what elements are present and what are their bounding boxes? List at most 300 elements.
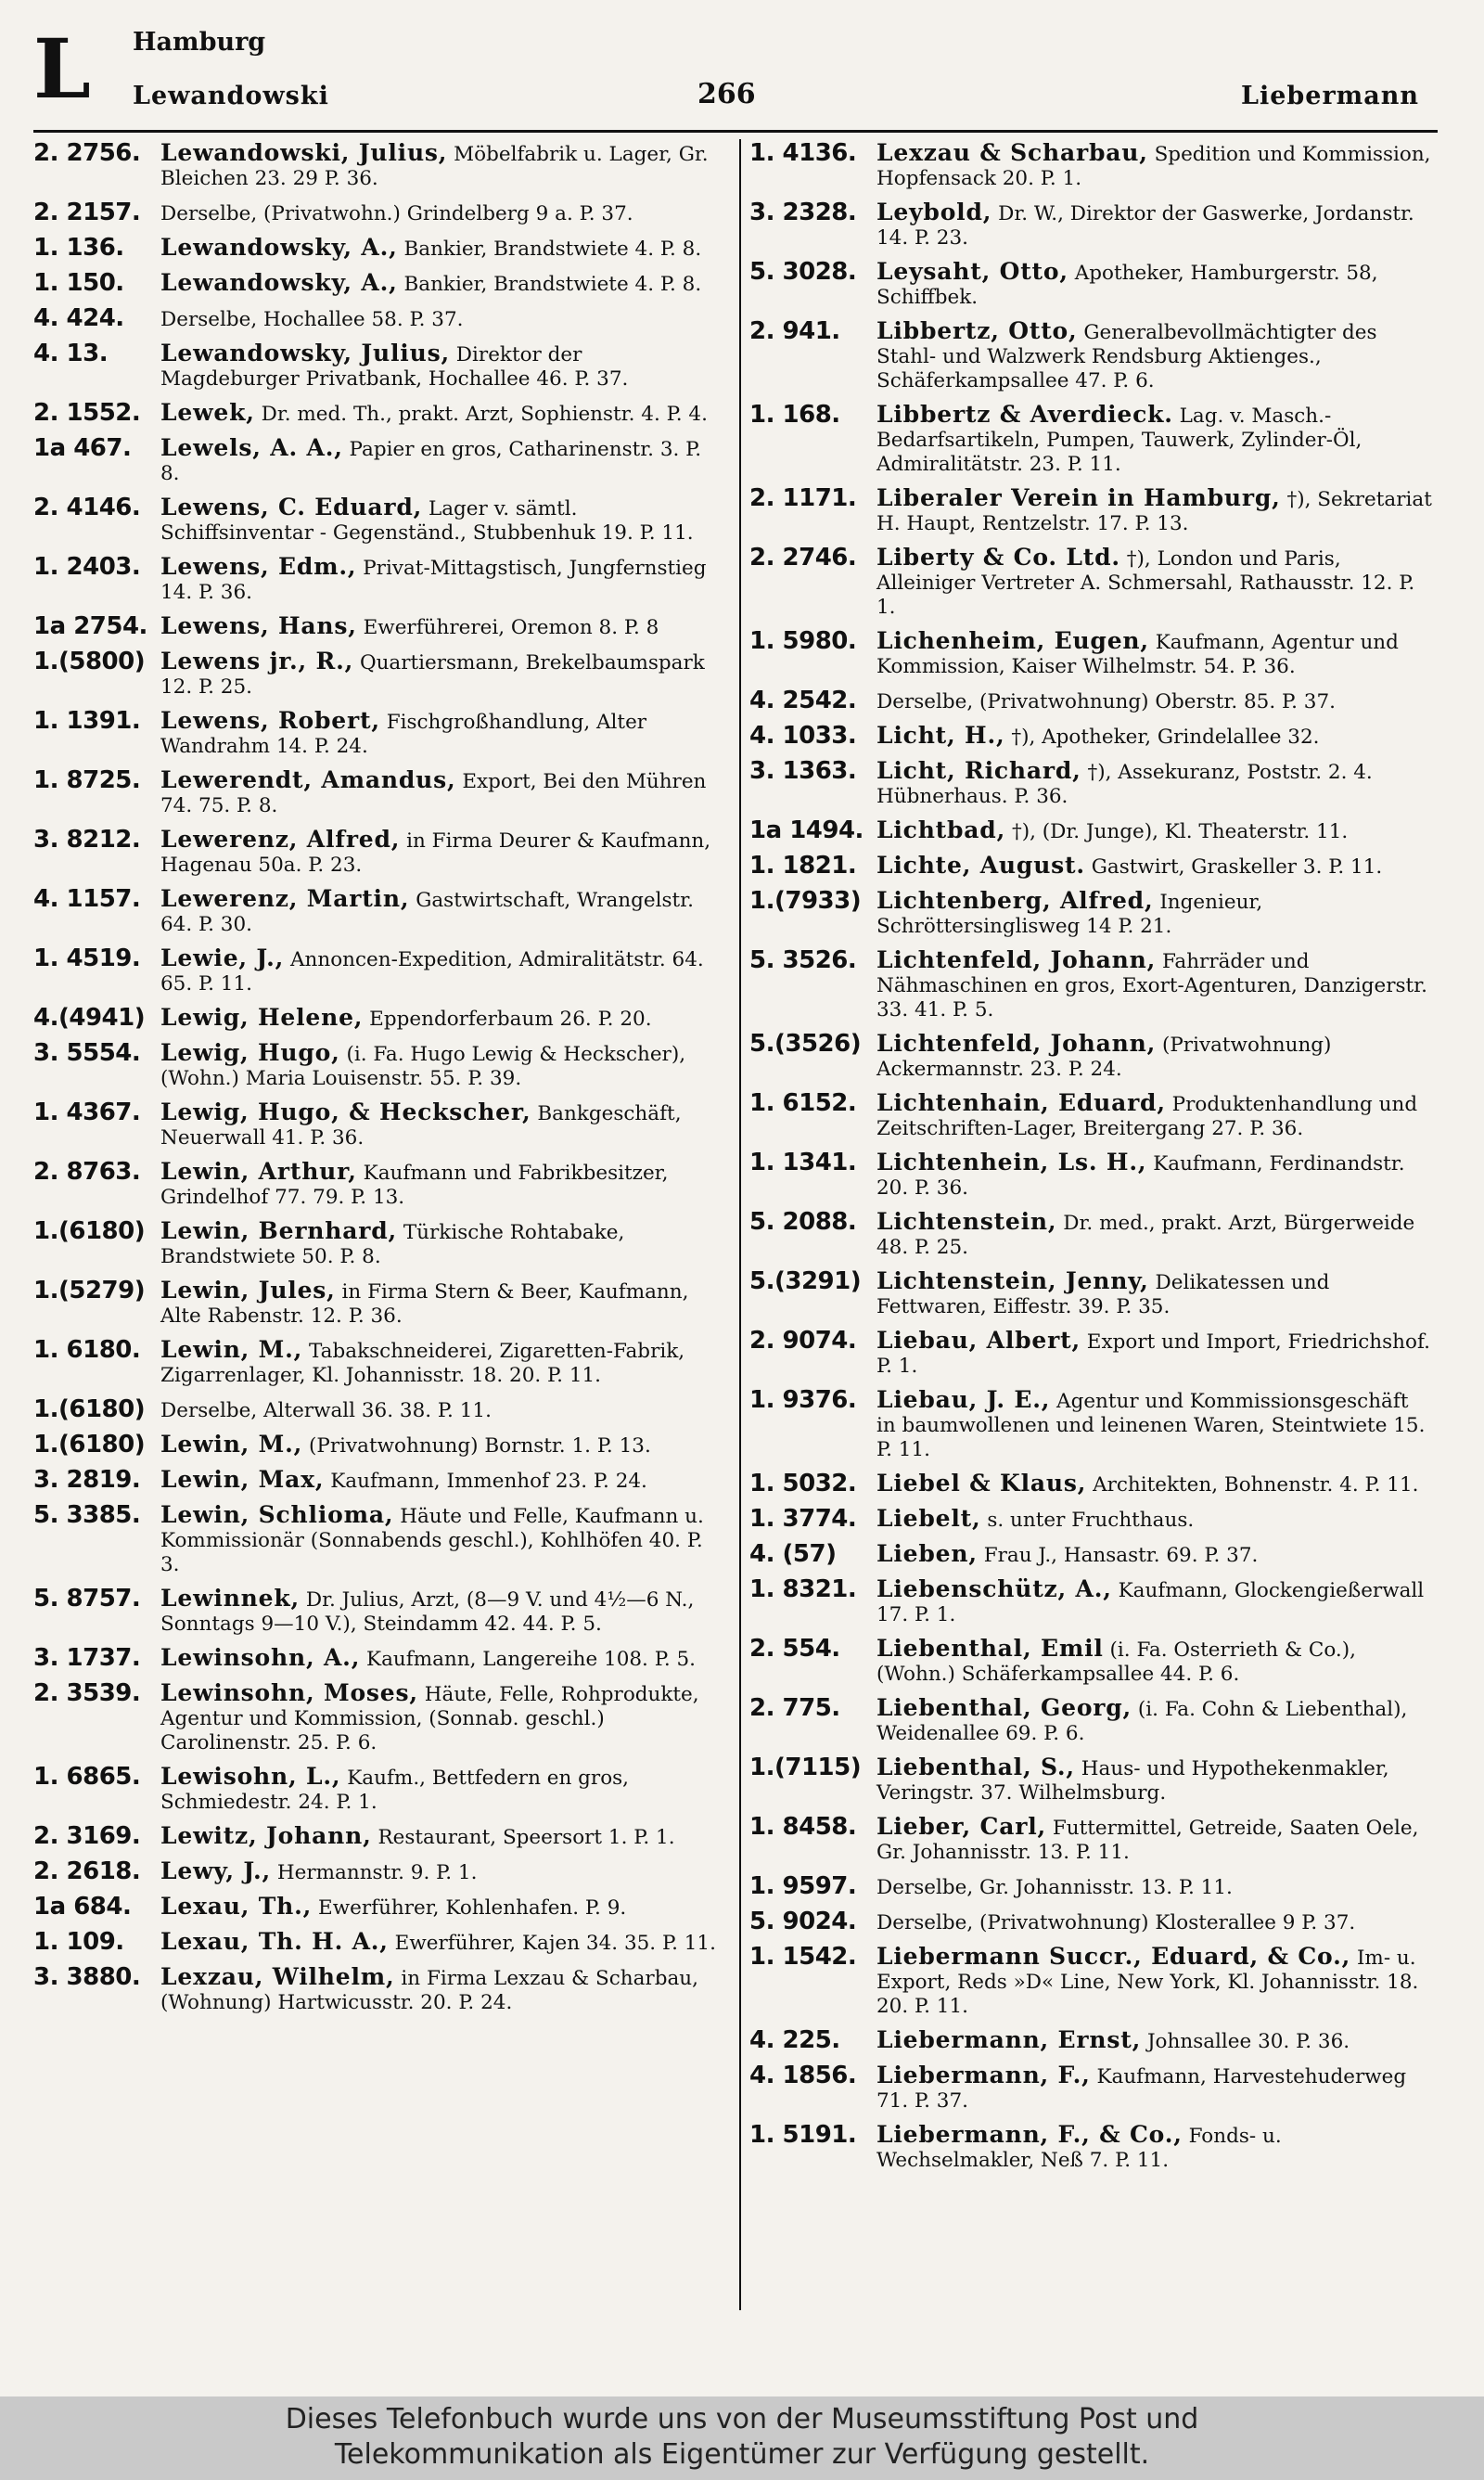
directory-entry: [749, 1505, 1432, 1533]
directory-entry: [33, 1928, 722, 1956]
directory-entry: [749, 1635, 1432, 1687]
entry-text: [160, 494, 722, 546]
phone-number: 3. 2328.: [749, 199, 857, 226]
phone-number: 4. 1033.: [749, 722, 857, 750]
entry-details: Fischgroßhandlung, Alter Wandrahm 14. P. 24.: [160, 711, 647, 758]
directory-entry: [33, 1466, 722, 1494]
range-end: Liebermann: [1240, 82, 1419, 110]
directory-entry: [749, 1149, 1432, 1201]
footer-note: [0, 2396, 1484, 2480]
directory-entry: [33, 1336, 722, 1388]
phone-number: 3. 1363.: [749, 757, 857, 785]
entry-name: Liebermann, F.,: [876, 2062, 1091, 2088]
entry-details: Häute, Felle, Rohprodukte, Agentur und Kommission, (Sonnab. geschl.) Carolinenstr. 25. P. 6.: [160, 1683, 699, 1754]
entry-details: Delikatessen und Fettwaren, Eiffestr. 39. P. 35.: [876, 1271, 1330, 1318]
entry-name: Liebenschütz, A.,: [876, 1575, 1112, 1602]
entry-details: (Privatwohnung) Ackermannstr. 23. P. 24.: [876, 1034, 1332, 1081]
directory-entry: [749, 2121, 1432, 2173]
directory-entry: [749, 1386, 1432, 1462]
directory-entry: [749, 2062, 1432, 2114]
phone-number: 1. 1542.: [749, 1943, 857, 1971]
entry-text: [160, 766, 722, 818]
entry-text: [160, 1158, 722, 1210]
phone-number: 2. 2756.: [33, 139, 141, 167]
entry-name: Lieben,: [876, 1540, 978, 1567]
entry-details: (i. Fa. Osterrieth & Co.), (Wohn.) Schäferkampsallee 44. P. 6.: [876, 1638, 1356, 1686]
entry-details: Privat-Mittagstisch, Jungfernstieg 14. P. 36.: [160, 557, 707, 604]
entry-name: Lichtenstein,: [876, 1208, 1057, 1235]
entry-text: [876, 1386, 1432, 1462]
directory-entry: [33, 1763, 722, 1815]
phone-number: 1. 6152.: [749, 1089, 857, 1117]
directory-entry: [33, 1501, 722, 1577]
entry-text: [160, 1644, 722, 1672]
entry-details: Export, Bei den Mühren 74. 75. P. 8.: [160, 770, 707, 817]
entry-details: Kaufm., Bettfedern en gros, Schmiedestr. 24. P. 1.: [160, 1767, 630, 1814]
entry-name: Liberty & Co. Ltd.: [876, 544, 1120, 571]
entry-name: Lewig, Helene,: [160, 1004, 364, 1031]
directory-entry: [749, 199, 1432, 251]
phone-number: 5. 3385.: [33, 1501, 141, 1529]
entry-text: [160, 340, 722, 392]
entry-details: Quartiersmann, Brekelbaumspark 12. P. 25.: [160, 651, 705, 699]
directory-entry: [33, 1857, 722, 1885]
directory-entry: [33, 612, 722, 640]
entry-name: Lichtenhein, Ls. H.,: [876, 1149, 1147, 1176]
entry-details: Produktenhandlung und Zeitschriften-Lager, Breitergang 27. P. 36.: [876, 1093, 1418, 1140]
entry-details: Direktor der Magdeburger Privatbank, Hochallee 46. P. 37.: [160, 343, 629, 391]
phone-number: 1a 467.: [33, 434, 132, 462]
entry-details: Kaufmann und Fabrikbesitzer, Grindelhof 77. 79. P. 13.: [160, 1162, 669, 1209]
directory-entry: [749, 1694, 1432, 1746]
entry-text: [876, 317, 1432, 393]
page-number: 266: [697, 78, 756, 110]
entry-text: [876, 1943, 1432, 2019]
phone-number: 5. 2088.: [749, 1208, 857, 1236]
entry-details: Derselbe, (Privatwohnung) Klosterallee 9 P. 37.: [876, 1911, 1356, 1934]
entry-name: Lewitz, Johann,: [160, 1822, 372, 1849]
entry-details: Im- u. Export, Reds »D« Line, New York, Kl. Johannisstr. 18. 20. P. 11.: [876, 1947, 1419, 2018]
entry-text: [876, 1754, 1432, 1805]
entry-details: Derselbe, (Privatwohnung) Oberstr. 85. P. 37.: [876, 690, 1337, 713]
entry-name: Lewig, Hugo,: [160, 1039, 340, 1066]
entry-name: Libbertz, Otto,: [876, 317, 1078, 344]
entry-name: Lewerenz, Martin,: [160, 885, 410, 912]
entry-text: [160, 304, 722, 332]
directory-entry: [749, 1813, 1432, 1865]
directory-entry: [33, 434, 722, 486]
entry-text: [876, 1327, 1432, 1379]
entry-details: Bankier, Brandstwiete 4. P. 8.: [403, 273, 702, 296]
footer-line-1: Dieses Telefonbuch wurde uns von der Museumsstiftung Post und: [285, 2403, 1199, 2435]
entry-name: Libbertz & Averdieck.: [876, 401, 1173, 428]
phone-number: 1. 1391.: [33, 707, 141, 735]
entry-name: Liebenthal, Emil: [876, 1635, 1104, 1662]
directory-entry: [33, 1039, 722, 1091]
directory-entry: [33, 826, 722, 878]
entry-details: Annoncen-Expedition, Admiralitätstr. 64. 65. P. 11.: [160, 948, 704, 996]
entry-text: [160, 553, 722, 605]
directory-entry: [749, 722, 1432, 750]
entry-name: Lewandowsky, Julius,: [160, 340, 450, 366]
entry-name: Liebelt,: [876, 1505, 981, 1532]
entry-details: Fonds- u. Wechselmakler, Neß 7. P. 11.: [876, 2125, 1282, 2172]
phone-number: 1. 136.: [33, 234, 124, 262]
phone-number: 3. 3880.: [33, 1963, 141, 1991]
entry-text: [876, 687, 1432, 714]
entry-details: Fahrräder und Nähmaschinen en gros, Exort-Agenturen, Danzigerstr. 33. 41. P. 5.: [876, 950, 1427, 1022]
directory-entry: [33, 1431, 722, 1458]
entry-details: Papier en gros, Catharinenstr. 3. P. 8.: [160, 438, 702, 485]
directory-entry: [33, 1644, 722, 1672]
directory-entry: [749, 1267, 1432, 1319]
phone-number: 1. 5191.: [749, 2121, 857, 2149]
entry-details: Möbelfabrik u. Lager, Gr. Bleichen 23. 29 P. 36.: [160, 143, 709, 190]
entry-details: Lager v. sämtl. Schiffsinventar - Gegenständ., Stubbenhuk 19. P. 11.: [160, 497, 694, 545]
entry-name: Lexzau, Wilhelm,: [160, 1963, 395, 1990]
phone-number: 1.(5279): [33, 1277, 146, 1304]
entry-name: Lewandowsky, A.,: [160, 234, 398, 261]
entry-name: Lewin, Jules,: [160, 1277, 336, 1304]
entry-name: Liebermann, Ernst,: [876, 2026, 1142, 2053]
directory-entry: [749, 1754, 1432, 1805]
entry-text: [876, 1470, 1432, 1497]
directory-entry: [749, 1540, 1432, 1568]
header-divider: [33, 130, 1438, 133]
entry-text: [876, 757, 1432, 809]
entry-text: [876, 2062, 1432, 2114]
phone-number: 5. 8757.: [33, 1585, 141, 1613]
entry-text: [160, 1004, 722, 1032]
entry-details: in Firma Stern & Beer, Kaufmann, Alte Rabenstr. 12. P. 36.: [160, 1280, 689, 1328]
entry-text: [160, 1822, 722, 1850]
entry-name: Liebermann Succr., Eduard, & Co.,: [876, 1943, 1351, 1970]
entry-text: [160, 199, 722, 226]
entry-details: Haus- und Hypothekenmakler, Veringstr. 37. Wilhelmsburg.: [876, 1757, 1389, 1805]
entry-text: [160, 269, 722, 297]
entry-details: Dr. W., Direktor der Gaswerke, Jordanstr. 14. P. 23.: [876, 202, 1414, 250]
entry-text: [160, 1679, 722, 1755]
phone-number: 1. 5980.: [749, 627, 857, 655]
directory-entry: [33, 885, 722, 937]
directory-entry: [749, 258, 1432, 310]
phone-number: 4. 1157.: [33, 885, 141, 913]
entry-text: [876, 139, 1432, 191]
entry-name: Lewinsohn, Moses,: [160, 1679, 418, 1706]
phone-number: 5.(3526): [749, 1030, 862, 1058]
directory-entry: [749, 1470, 1432, 1497]
phone-number: 5. 3028.: [749, 258, 857, 286]
directory-entry: [33, 1158, 722, 1210]
entry-details: Agentur und Kommissionsgeschäft in baumwollenen und leinenen Waren, Steintwiete 15. P. 11.: [876, 1390, 1426, 1461]
entry-text: [160, 826, 722, 878]
entry-details: Häute und Felle, Kaufmann u. Kommissionär (Sonnabends geschl.), Kohlhöfen 40. P. 3.: [160, 1505, 704, 1576]
entry-details: Johnsallee 30. P. 36.: [1146, 2030, 1350, 2053]
entry-name: Lewens jr., R.,: [160, 648, 354, 675]
directory-entry: [749, 317, 1432, 393]
entry-name: Lewerendt, Amandus,: [160, 766, 456, 793]
entry-text: [876, 1149, 1432, 1201]
entry-text: [876, 627, 1432, 679]
entry-details: Dr. Julius, Arzt, (8—9 V. und 4½—6 N., Sonntags 9—10 V.), Steindamm 42. 44. P. 5.: [160, 1588, 695, 1636]
phone-number: 2. 775.: [749, 1694, 840, 1722]
entry-details: Kaufmann, Langereihe 108. P. 5.: [366, 1648, 697, 1671]
entry-text: [876, 1030, 1432, 1082]
entry-details: Kaufmann, Glockengießerwall 17. P. 1.: [876, 1579, 1425, 1626]
directory-entry: [33, 139, 722, 191]
phone-number: 3. 8212.: [33, 826, 141, 854]
directory-entry: [749, 887, 1432, 939]
entry-details: Ewerführer, Kohlenhafen. P. 9.: [318, 1896, 627, 1920]
entry-name: Lichtenberg, Alfred,: [876, 887, 1154, 914]
entry-name: Licht, Richard,: [876, 757, 1081, 784]
entry-text: [876, 1089, 1432, 1141]
entry-text: [160, 707, 722, 759]
directory-entry: [749, 544, 1432, 620]
phone-number: 1.(6180): [33, 1395, 146, 1423]
entry-text: [160, 434, 722, 486]
phone-number: 2. 8763.: [33, 1158, 141, 1186]
entry-text: [160, 234, 722, 262]
entry-details: Tabakschneiderei, Zigaretten-Fabrik, Zigarrenlager, Kl. Johannisstr. 18. 20. P. 11.: [160, 1340, 685, 1387]
entry-details: Generalbevollmächtigter des Stahl- und Walzwerk Rendsburg Aktienges., Schäferkampsallee 47. P. 6.: [876, 321, 1377, 392]
directory-entry: [749, 401, 1432, 477]
phone-number: 2. 554.: [749, 1635, 840, 1663]
phone-number: 4. 1856.: [749, 2062, 857, 2089]
phone-number: 1. 4519.: [33, 944, 141, 972]
directory-entry: [33, 1963, 722, 2015]
entry-name: Liebel & Klaus,: [876, 1470, 1087, 1497]
entry-name: Lewens, C. Eduard,: [160, 494, 423, 520]
entry-name: Lexau, Th.,: [160, 1893, 313, 1920]
entry-details: Derselbe, (Privatwohn.) Grindelberg 9 a. P. 37.: [160, 202, 633, 225]
entry-details: Spedition und Kommission, Hopfensack 20. P. 1.: [876, 143, 1431, 190]
entry-text: [876, 2026, 1432, 2054]
phone-number: 1.(7933): [749, 887, 862, 915]
phone-number: 1. 8321.: [749, 1575, 857, 1603]
entry-name: Lewin, M.,: [160, 1431, 303, 1458]
entry-text: [876, 1575, 1432, 1627]
entry-details: Dr. med., prakt. Arzt, Bürgerweide 48. P. 25.: [876, 1212, 1415, 1259]
entry-details: †), Assekuranz, Poststr. 2. 4. Hübnerhaus. P. 36.: [876, 761, 1373, 808]
entry-name: Lexzau & Scharbau,: [876, 139, 1148, 166]
entry-text: [160, 1857, 722, 1885]
entry-text: [160, 399, 722, 427]
entry-details: Apotheker, Hamburgerstr. 58, Schiffbek.: [876, 262, 1378, 309]
entry-details: †), (Dr. Junge), Kl. Theaterstr. 11.: [1011, 820, 1349, 843]
phone-number: 4. 225.: [749, 2026, 840, 2054]
phone-number: 1. 1341.: [749, 1149, 857, 1176]
entry-text: [876, 1908, 1432, 1935]
entry-details: Gastwirtschaft, Wrangelstr. 64. P. 30.: [160, 889, 694, 936]
entry-text: [160, 944, 722, 996]
phone-number: 2. 941.: [749, 317, 840, 345]
entry-details: Derselbe, Gr. Johannisstr. 13. P. 11.: [876, 1876, 1233, 1899]
phone-number: 2. 3539.: [33, 1679, 141, 1707]
entry-text: [160, 1336, 722, 1388]
entry-text: [160, 1217, 722, 1269]
directory-entry: [33, 494, 722, 546]
entry-details: Kaufmann, Agentur und Kommission, Kaiser Wilhelmstr. 54. P. 36.: [876, 631, 1399, 678]
directory-entry: [33, 1395, 722, 1423]
directory-entry: [33, 1217, 722, 1269]
entry-details: Export und Import, Friedrichshof. P. 1.: [876, 1330, 1430, 1378]
entry-text: [160, 139, 722, 191]
phone-number: 3. 2819.: [33, 1466, 141, 1494]
entry-text: [876, 484, 1432, 536]
entry-text: [876, 1813, 1432, 1865]
entry-details: (i. Fa. Cohn & Liebenthal), Weidenallee 69. P. 6.: [876, 1698, 1408, 1745]
phone-number: 5. 3526.: [749, 946, 857, 974]
directory-entry: [33, 234, 722, 262]
entry-name: Lewerenz, Alfred,: [160, 826, 401, 853]
directory-entry: [749, 627, 1432, 679]
phone-number: 5.(3291): [749, 1267, 862, 1295]
entry-name: Liebau, Albert,: [876, 1327, 1081, 1354]
directory-entry: [33, 1679, 722, 1755]
phone-number: 4. 424.: [33, 304, 124, 332]
entry-details: in Firma Deurer & Kaufmann, Hagenau 50a. P. 23.: [160, 829, 711, 877]
entry-text: [160, 1395, 722, 1423]
entry-details: Gastwirt, Graskeller 3. P. 11.: [1091, 855, 1383, 879]
phone-number: 1.(7115): [749, 1754, 862, 1781]
entry-text: [876, 1267, 1432, 1319]
entry-details: Türkische Rohtabake, Brandstwiete 50. P. 8.: [160, 1221, 625, 1268]
entry-details: Ingenieur, Schröttersinglisweg 14 P. 21.: [876, 891, 1263, 938]
entry-details: Hermannstr. 9. P. 1.: [276, 1861, 478, 1884]
entry-details: Kaufmann, Immenhof 23. P. 24.: [330, 1470, 647, 1493]
entry-name: Lewandowsky, A.,: [160, 269, 398, 296]
entry-name: Lewinnek,: [160, 1585, 300, 1612]
directory-entry: [749, 139, 1432, 191]
entry-text: [876, 1540, 1432, 1568]
phone-number: 1a 684.: [33, 1893, 132, 1921]
phone-number: 4. 13.: [33, 340, 109, 367]
entry-details: Bankier, Brandstwiete 4. P. 8.: [403, 238, 702, 261]
phone-number: 1.(5800): [33, 648, 146, 675]
entry-text: [876, 1872, 1432, 1900]
directory-entry: [33, 1004, 722, 1032]
entry-name: Leybold,: [876, 199, 992, 225]
entry-name: Liebermann, F., & Co.,: [876, 2121, 1183, 2148]
entry-text: [160, 1763, 722, 1815]
entry-details: Bankgeschäft, Neuerwall 41. P. 36.: [160, 1102, 682, 1150]
entry-text: [876, 946, 1432, 1022]
entry-text: [876, 887, 1432, 939]
entry-text: [160, 612, 722, 640]
phone-number: 1. 5032.: [749, 1470, 857, 1497]
left-column: [33, 139, 722, 2023]
city-name: Hamburg: [133, 28, 266, 57]
phone-number: 5. 9024.: [749, 1908, 857, 1935]
phone-number: 1. 3774.: [749, 1505, 857, 1533]
entry-name: Lichtenhain, Eduard,: [876, 1089, 1166, 1116]
directory-entry: [749, 1908, 1432, 1935]
entry-name: Liebau, J. E.,: [876, 1386, 1051, 1413]
entry-details: Futtermittel, Getreide, Saaten Oele, Gr. Johannisstr. 13. P. 11.: [876, 1817, 1419, 1864]
directory-entry: [33, 1585, 722, 1637]
phone-number: 1.(6180): [33, 1217, 146, 1245]
entry-name: Lewens, Hans,: [160, 612, 357, 639]
entry-name: Lewie, J.,: [160, 944, 285, 971]
entry-name: Lewandowski, Julius,: [160, 139, 448, 166]
range-start: Lewandowski: [133, 82, 329, 110]
entry-text: [876, 1208, 1432, 1260]
entry-text: [876, 544, 1432, 620]
phone-number: 4. (57): [749, 1540, 837, 1568]
entry-details: Ewerführer, Kajen 34. 35. P. 11.: [394, 1932, 716, 1955]
phone-number: 1. 168.: [749, 401, 840, 429]
directory-entry: [749, 687, 1432, 714]
entry-details: in Firma Lexzau & Scharbau, (Wohnung) Hartwicusstr. 20. P. 24.: [160, 1967, 698, 2014]
directory-entry: [33, 1277, 722, 1329]
entry-details: Frau J., Hansastr. 69. P. 37.: [983, 1544, 1259, 1567]
directory-entry: [33, 766, 722, 818]
directory-entry: [749, 816, 1432, 844]
phone-number: 2. 2746.: [749, 544, 857, 572]
entry-details: s. unter Fruchthaus.: [987, 1509, 1195, 1532]
entry-name: Lichtenstein, Jenny,: [876, 1267, 1149, 1294]
entry-name: Lieber, Carl,: [876, 1813, 1046, 1840]
directory-entry: [33, 648, 722, 700]
phone-number: 1. 109.: [33, 1928, 124, 1956]
entry-name: Lewin, Max,: [160, 1466, 325, 1493]
entry-name: Lewin, Arthur,: [160, 1158, 357, 1185]
entry-details: Kaufmann, Harvestehuderweg 71. P. 37.: [876, 2065, 1407, 2113]
entry-text: [160, 1466, 722, 1494]
entry-details: Restaurant, Speersort 1. P. 1.: [377, 1826, 675, 1849]
directory-entry: [33, 553, 722, 605]
directory-entry: [749, 1575, 1432, 1627]
entry-name: Lichtenfeld, Johann,: [876, 1030, 1157, 1057]
directory-entry: [749, 1089, 1432, 1141]
phone-number: 2. 3169.: [33, 1822, 141, 1850]
entry-text: [160, 1039, 722, 1091]
entry-details: (Privatwohnung) Bornstr. 1. P. 13.: [309, 1434, 651, 1458]
entry-name: Lewin, M.,: [160, 1336, 303, 1363]
entry-details: Eppendorferbaum 26. P. 20.: [369, 1008, 652, 1031]
entry-text: [876, 199, 1432, 251]
entry-text: [160, 1928, 722, 1956]
entry-details: †), Apotheker, Grindelallee 32.: [1011, 726, 1320, 749]
phone-number: 1. 4136.: [749, 139, 857, 167]
entry-name: Lichte, August.: [876, 852, 1085, 879]
phone-number: 4.(4941): [33, 1004, 146, 1032]
entry-name: Lewels, A. A.,: [160, 434, 343, 461]
phone-number: 1. 150.: [33, 269, 124, 297]
directory-entry: [33, 340, 722, 392]
column-divider: [739, 139, 741, 2310]
entry-text: [876, 852, 1432, 880]
entry-details: Lag. v. Masch.-Bedarfsartikeln, Pumpen, Tauwerk, Zylinder-Öl, Admiralitätstr. 23. P. 11.: [876, 405, 1362, 476]
entry-text: [160, 1893, 722, 1921]
entry-name: Lewin, Bernhard,: [160, 1217, 397, 1244]
directory-entry: [749, 2026, 1432, 2054]
phone-number: 1. 8458.: [749, 1813, 857, 1841]
phone-number: 1a 1494.: [749, 816, 864, 844]
entry-name: Lewy, J.,: [160, 1857, 272, 1884]
entry-name: Lichtbad,: [876, 816, 1006, 843]
phone-number: 2. 1171.: [749, 484, 857, 512]
directory-entry: [33, 944, 722, 996]
entry-text: [160, 1585, 722, 1637]
directory-entry: [33, 399, 722, 427]
entry-name: Licht, H.,: [876, 722, 1005, 749]
entry-name: Lewig, Hugo, & Heckscher,: [160, 1099, 531, 1125]
directory-entry: [749, 852, 1432, 880]
directory-entry: [749, 1327, 1432, 1379]
entry-name: Leysaht, Otto,: [876, 258, 1068, 285]
